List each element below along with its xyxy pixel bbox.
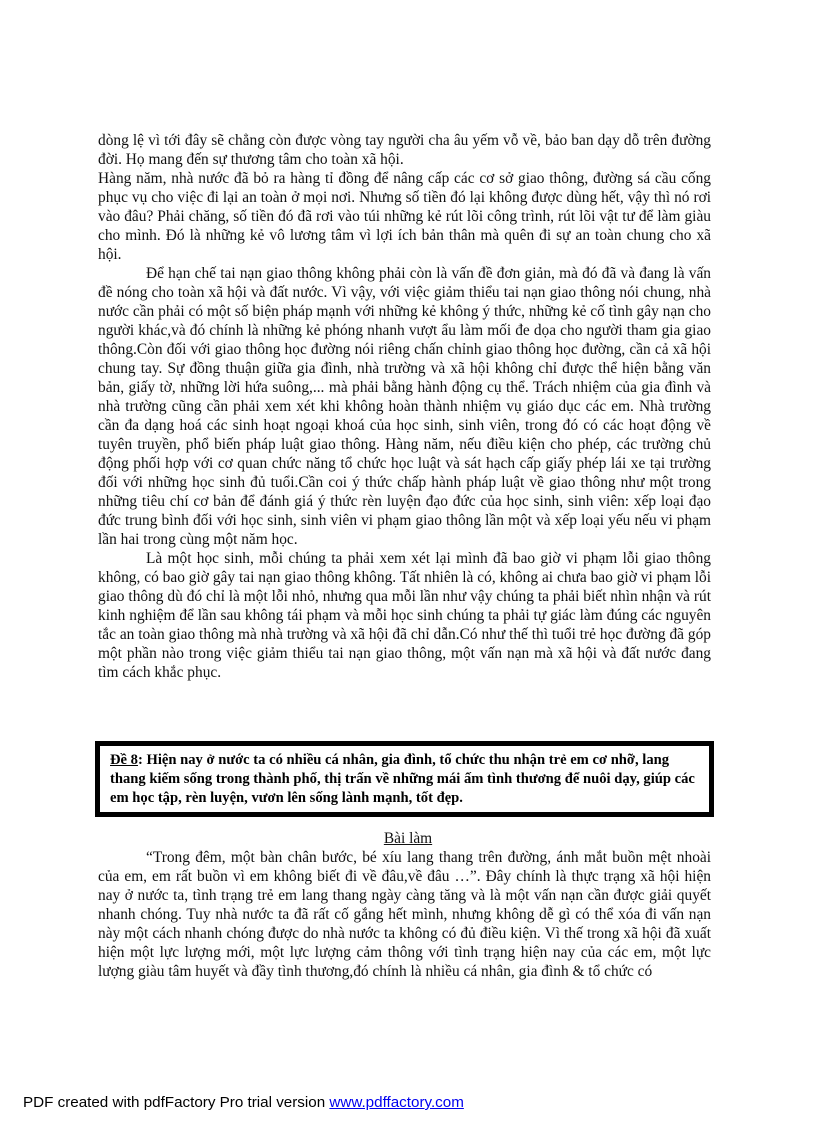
pdf-footer [23, 1094, 464, 1111]
paragraph: “Trong đêm, một bàn chân bước, bé xíu lang thang trên đường, ánh mắt buồn mệt nhoài của em, em rất buồn vì em không biết đi về đâu,về đâu …”. Đây chính là thực trạng xã hội hiện nay ở nước ta, tình trạng trẻ em lang thang ngày càng tăng và là một vấn nạn cần được giải quyết nhanh chóng. Tuy nhà nước ta đã rất cố gắng hết mình, nhưng không dễ gì có thể xóa đi vấn nạn này một cách nhanh chóng được do nhà nước ta không có đủ điều kiện. Vì thế trong xã hội đã xuất hiện một lực lượng mới, một lực lượng cảm thông với tình trạng hiện nay của các em, một lực lượng giàu tâm huyết và đầy tình thương,đó chính là nhiều cá nhân, gia đình & tổ chức có [98, 849, 711, 980]
task-label: Đề 8 [110, 752, 138, 768]
essay-continuation [98, 131, 711, 682]
essay-title: Bài làm [383, 830, 433, 847]
paragraph: Để hạn chế tai nạn giao thông không phải còn là vấn đề đơn giản, mà đó đã và đang là vấn đề nóng cho toàn xã hội và đất nước. Vì vậy, với việc giảm thiểu tai nạn giao thông nói chung, nhà nước cần phải có một số biện pháp mạnh với những kẻ không ý thức, những kẻ cố tình gây nạn cho người khác,và đó chính là những kẻ phóng nhanh vượt ẩu làm mối đe dọa cho người tham gia giao thông.Còn đối với giao thông học đường nói riêng chấn chỉnh giao thông học đường, cần cả xã hội chung tay. Sự đồng thuận giữa gia đình, nhà trường và xã hội không chỉ được thể hiện bằng văn bản, giấy tờ, những lời hứa suông,... mà phải bằng hành động cụ thể. Trách nhiệm của gia đình và nhà trường cũng cần phải xem xét khi không hoàn thành nhiệm vụ giáo dục các em. Nhà trường cần đa dạng hoá các sinh hoạt ngoại khoá của học sinh, sinh viên, trong đó có các hoạt động về tuyên truyền, phổ biến pháp luật giao thông. Hàng năm, nếu điều kiện cho phép, các trường chủ động phối hợp với cơ quan chức năng tổ chức học luật và sát hạch cấp giấy phép lái xe tại trường đối với những học sinh đủ tuổi.Cần coi ý thức chấp hành pháp luật về giao thông như một trong những tiêu chí cơ bản để đánh giá ý thức rèn luyện đạo đức của học sinh, sinh viên: xếp loại đạo đức trung bình đối với học sinh, sinh viên vi phạm giao thông lần một và xếp loại yếu nếu vi phạm lần hai trong cùng một năm học. [98, 265, 711, 548]
task-text: Hiện nay ở nước ta có nhiều cá nhân, gia đình, tổ chức thu nhận trẻ em cơ nhỡ, lang thang kiếm sống trong thành phố, thị trấn về những mái ấm tình thương để nuôi dạy, giúp các em học tập, rèn luyện, vươn lên sống lành mạnh, tốt đẹp. [110, 752, 695, 806]
task-prompt-box [95, 741, 714, 817]
footer-text: PDF created with pdfFactory Pro trial version [23, 1094, 330, 1111]
paragraph: Là một học sinh, mỗi chúng ta phải xem xét lại mình đã bao giờ vi phạm lỗi giao thông không, có bao giờ gây tai nạn giao thông không. Tất nhiên là có, không ai chưa bao giờ vi phạm lỗi giao thông dù đó chỉ là một lỗi nhỏ, nhưng qua mỗi lần như vậy chúng ta phải biết nhìn nhận và rút kinh nghiệm để lần sau không tái phạm và mỗi học sinh chúng ta phải tự giác làm đúng các nguyên tắc an toàn giao thông mà nhà trường và xã hội đã chỉ dẫn.Có như thế thì tuổi trẻ học đường đã góp một phần nào trong việc giảm thiểu tai nạn giao thông, một vấn nạn mà xã hội và đất nước đang tìm cách khắc phục. [98, 550, 711, 681]
essay-body [98, 848, 711, 981]
paragraph: Hàng năm, nhà nước đã bỏ ra hàng tỉ đồng để nâng cấp các cơ sở giao thông, đường sá cầu cống phục vụ cho việc đi lại an toàn ở mọi nơi. Nhưng số tiền đó lại không được dùng hết, vậy thì nó rơi vào đâu? Phải chăng, số tiền đó đã rơi vào túi những kẻ rút lõi công trình, rút lõi vật tư để làm giàu cho mình. Đó là những kẻ vô lương tâm vì lợi ích bản thân mà quên đi sự an toàn chung cho xã hội. [98, 170, 711, 263]
task-separator: : [137, 752, 147, 768]
footer-link[interactable]: www.pdffactory.com [329, 1094, 464, 1111]
paragraph: dòng lệ vì tới đây sẽ chẳng còn được vòng tay người cha âu yếm vỗ về, bảo ban dạy dỗ trên đường đời. Họ mang đến sự thương tâm cho toàn xã hội. [98, 132, 711, 168]
